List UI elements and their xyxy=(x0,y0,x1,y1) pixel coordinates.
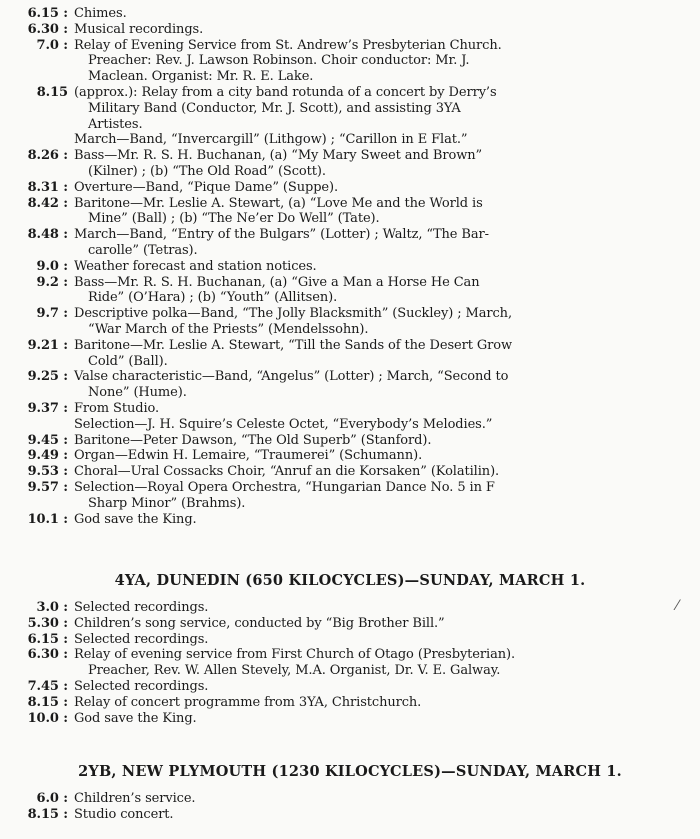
program-line: God save the King. xyxy=(74,710,197,726)
program-description xyxy=(74,196,700,228)
program-time: 10.1 : xyxy=(27,511,68,527)
program-description xyxy=(74,679,700,695)
program-time: 8.31 : xyxy=(27,179,68,195)
program-time: 7.0 : xyxy=(36,37,68,53)
program-item xyxy=(0,369,700,401)
program-time: 6.15 : xyxy=(27,631,68,647)
program-time: 9.49 : xyxy=(27,448,68,464)
program-description xyxy=(74,275,700,307)
program-time: 9.37 : xyxy=(27,400,68,416)
program-time: 7.45 : xyxy=(27,678,68,694)
program-time: 9.2 : xyxy=(36,274,68,290)
program-time: 9.45 : xyxy=(27,432,68,448)
program-item xyxy=(0,448,700,464)
program-line: Baritone—Peter Dawson, “The Old Superb” (Stanford). xyxy=(74,432,432,448)
program-item xyxy=(0,647,700,679)
program-time: 5.30 : xyxy=(27,615,68,631)
program-item xyxy=(0,679,700,695)
program-item xyxy=(0,22,700,38)
program-item xyxy=(0,433,700,449)
program-line: Selection—Royal Opera Orchestra, “Hungarian Dance No. 5 in F xyxy=(74,479,495,495)
program-item xyxy=(0,180,700,196)
program-line: (Kilner) ; (b) “The Old Road” (Scott). xyxy=(88,163,326,179)
program-description xyxy=(74,448,700,464)
program-line: Organ—Edwin H. Lemaire, “Traumerei” (Schumann). xyxy=(74,448,423,464)
program-line: Weather forecast and station notices. xyxy=(74,258,317,274)
program-description xyxy=(74,401,700,433)
program-time: 6.15 : xyxy=(27,6,68,21)
program-description xyxy=(74,338,700,370)
program-item xyxy=(0,512,700,528)
program-line: Bass—Mr. R. S. H. Buchanan, (a) “My Mary Sweet and Brown” xyxy=(74,148,483,164)
program-line: Preacher, Rev. W. Allen Stevely, M.A. Organist, Dr. V. E. Galway. xyxy=(88,663,501,679)
program-description xyxy=(74,22,700,38)
program-item xyxy=(0,695,700,711)
program-item xyxy=(0,148,700,180)
program-line: Mine” (Ball) ; (b) “The Ne’er Do Well” (Tate). xyxy=(88,211,380,227)
program-description xyxy=(74,85,700,148)
program-item xyxy=(0,227,700,259)
program-line: Bass—Mr. R. S. H. Buchanan, (a) “Give a Man a Horse He Can xyxy=(74,274,480,290)
program-line: Valse characteristic—Band, “Angelus” (Lotter) ; March, “Second to xyxy=(74,369,509,385)
program-description xyxy=(74,791,700,807)
program-description xyxy=(74,464,700,480)
program-item xyxy=(0,616,700,632)
program-item xyxy=(0,196,700,228)
program-line: Musical recordings. xyxy=(74,21,204,37)
program-item xyxy=(0,275,700,307)
program-item xyxy=(0,6,700,22)
program-line: (approx.): Relay from a city band rotunda of a concert by Derry’s xyxy=(74,84,497,100)
program-line: March—Band, “Entry of the Bulgars” (Lotter) ; Waltz, “The Bar- xyxy=(74,227,489,243)
program-item xyxy=(0,632,700,648)
program-description xyxy=(74,148,700,180)
program-time: 9.25 : xyxy=(27,369,68,385)
program-item xyxy=(0,464,700,480)
program-item xyxy=(0,338,700,370)
program-item xyxy=(0,401,700,433)
program-time: 3.0 : xyxy=(36,600,68,615)
program-time: 9.57 : xyxy=(27,479,68,495)
program-description xyxy=(74,433,700,449)
program-line: None” (Hume). xyxy=(88,385,187,401)
program-time: 9.53 : xyxy=(27,464,68,480)
program-description xyxy=(74,6,700,22)
program-line: March—Band, “Invercargill” (Lithgow) ; “Carillon in E Flat.” xyxy=(74,132,468,148)
program-description xyxy=(74,180,700,196)
program-description xyxy=(74,306,700,338)
program-line: carolle” (Tetras). xyxy=(88,242,198,258)
program-list-2yb xyxy=(0,791,700,823)
program-item xyxy=(0,600,700,616)
program-line: Baritone—Mr. Leslie A. Stewart, (a) “Love Me and the World is xyxy=(74,195,483,211)
program-time: 6.0 : xyxy=(36,791,68,806)
program-line: Studio concert. xyxy=(74,806,174,822)
program-description xyxy=(74,259,700,275)
program-line: Maclean. Organist: Mr. R. E. Lake. xyxy=(88,69,314,85)
program-time: 9.21 : xyxy=(27,337,68,353)
program-description xyxy=(74,227,700,259)
program-description xyxy=(74,512,700,528)
program-item xyxy=(0,807,700,823)
program-line: “War March of the Priests” (Mendelssohn). xyxy=(88,321,369,337)
program-line: Artistes. xyxy=(88,116,143,132)
program-description xyxy=(74,38,700,85)
program-time: 6.30 : xyxy=(27,647,68,663)
program-time: 10.0 : xyxy=(27,710,68,726)
program-description xyxy=(74,600,700,616)
program-line: Children’s service. xyxy=(74,791,196,806)
program-line: God save the King. xyxy=(74,511,197,527)
program-line: Ride” (O’Hara) ; (b) “Youth” (Allitsen). xyxy=(88,290,338,306)
program-description xyxy=(74,711,700,727)
program-time: 6.30 : xyxy=(27,21,68,37)
program-time: 9.0 : xyxy=(36,258,68,274)
program-line: Relay of evening service from First Church of Otago (Presbyterian). xyxy=(74,647,516,663)
program-time: 8.15 : xyxy=(27,806,68,822)
program-description xyxy=(74,616,700,632)
program-description xyxy=(74,480,700,512)
program-description xyxy=(74,632,700,648)
program-list-3ya xyxy=(0,6,700,527)
program-time: 8.26 : xyxy=(27,148,68,164)
program-line: Chimes. xyxy=(74,6,127,21)
program-line: Descriptive polka—Band, “The Jolly Blacksmith” (Suckley) ; March, xyxy=(74,306,512,322)
program-line: Sharp Minor” (Brahms). xyxy=(88,495,246,511)
program-line: From Studio. xyxy=(74,400,160,416)
program-item xyxy=(0,259,700,275)
program-line: Selected recordings. xyxy=(74,631,209,647)
program-line: Baritone—Mr. Leslie A. Stewart, “Till the Sands of the Desert Grow xyxy=(74,337,513,353)
program-line: Selected recordings. xyxy=(74,678,209,694)
program-line: Cold” (Ball). xyxy=(88,353,168,369)
program-list-4ya xyxy=(0,600,700,726)
program-item xyxy=(0,306,700,338)
program-line: Overture—Band, “Pique Dame” (Suppe). xyxy=(74,179,339,195)
program-item xyxy=(0,791,700,807)
program-time: 8.42 : xyxy=(27,195,68,211)
program-time: 8.15 xyxy=(36,84,68,100)
program-description xyxy=(74,695,700,711)
program-line: Choral—Ural Cossacks Choir, “Anruf an die Korsaken” (Kolatilin). xyxy=(74,464,500,480)
pen-mark-icon: ⁄ xyxy=(676,598,679,614)
program-item xyxy=(0,38,700,85)
program-description xyxy=(74,807,700,823)
program-line: Preacher: Rev. J. Lawson Robinson. Choir conductor: Mr. J. xyxy=(88,53,470,69)
program-line: Relay of Evening Service from St. Andrew’s Presbyterian Church. xyxy=(74,37,502,53)
program-line: Children’s song service, conducted by “Big Brother Bill.” xyxy=(74,615,445,631)
program-description xyxy=(74,369,700,401)
program-item xyxy=(0,85,700,148)
program-time: 8.15 : xyxy=(27,694,68,710)
program-time: 8.48 : xyxy=(27,227,68,243)
program-time: 9.7 : xyxy=(36,306,68,322)
program-item xyxy=(0,711,700,727)
program-item xyxy=(0,480,700,512)
section-heading-2yb: 2YB, NEW PLYMOUTH (1230 KILOCYCLES)—SUNDAY, MARCH 1. xyxy=(78,763,622,780)
program-line: Selection—J. H. Squire’s Celeste Octet, “Everybody’s Melodies.” xyxy=(74,416,493,432)
program-line: Military Band (Conductor, Mr. J. Scott), and assisting 3YA xyxy=(88,100,461,116)
program-line: Selected recordings. xyxy=(74,600,209,615)
section-heading-4ya: 4YA, DUNEDIN (650 KILOCYCLES)—SUNDAY, MARCH 1. xyxy=(114,572,586,589)
program-line: Relay of concert programme from 3YA, Christchurch. xyxy=(74,694,422,710)
program-description xyxy=(74,647,700,679)
